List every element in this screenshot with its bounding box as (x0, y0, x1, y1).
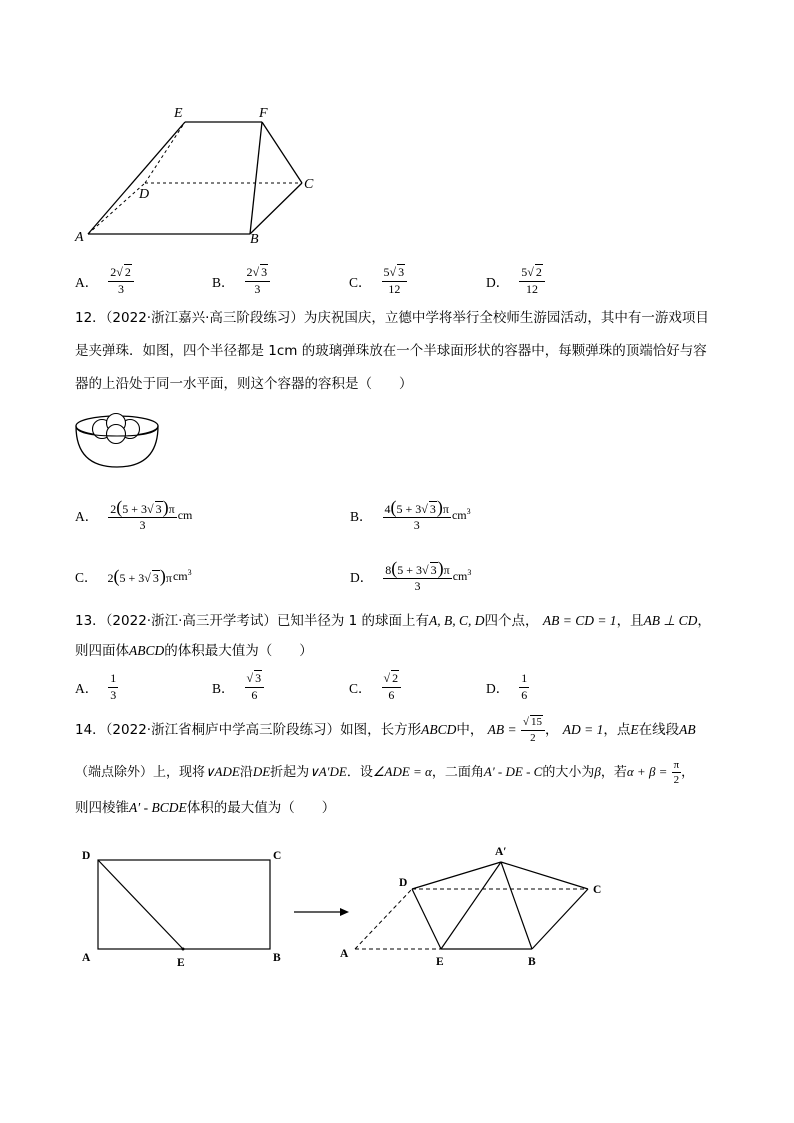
fraction: $\frac{5√ 2}{12}$ (519, 266, 545, 295)
q11-prism-figure (60, 95, 330, 255)
q12-option-c[interactable]: C． 2(5 + 3√ 3)π $cm^3$ (75, 565, 192, 586)
q14-stem-line-1: 14．（2022·浙江省桐庐中学高三阶段练习）如图，长方形ABCD中， AB = $\frac{√ 15}{2}$ ， AD = 1，点E在线段AB (75, 716, 696, 744)
rectangle-ABCD (98, 860, 270, 949)
edge-BC (250, 183, 302, 234)
edge-AD (88, 183, 145, 234)
q12-stem-line-2: 是夹弹珠．如图，四个半径都是 1cm 的玻璃弹珠放在一个半球面形状的容器中，每颗弹珠的顶端恰好与容 (75, 343, 707, 359)
fraction: $\frac{2(5 + 3√ 3)\pi}{3}$ (110, 496, 175, 532)
fraction: $\frac{√ 2}{6}$ (382, 672, 402, 701)
left-label-E: E (177, 957, 185, 969)
q14-stem-line-2: （端点除外）上，现将∨ADE沿DE折起为∨A′DE．设∠ADE = α，二面角A′ - DE - C的大小为β，若α + β = $\frac{\pi}{2}$ ， (75, 758, 695, 786)
edge-AE (88, 122, 185, 234)
edge-A-D-dashed (355, 889, 412, 949)
q12-option-d[interactable]: D． $\frac{8(5 + 3√ 3)\pi}{3}$ $cm^3$ (350, 557, 472, 593)
right-label-E: E (436, 956, 444, 968)
fraction: $\frac{4(5 + 3√ 3)\pi}{3}$ (384, 496, 449, 532)
edge-A1-C (501, 862, 588, 889)
label-B: B (250, 232, 259, 247)
q11-option-d[interactable]: D． $\frac{5√ 2}{12}$ (486, 266, 545, 295)
q12-option-a[interactable]: A． $\frac{2(5 + 3√ 3)\pi}{3}$ cm (75, 496, 193, 532)
fraction: $\frac{√ 3}{6}$ (245, 672, 265, 701)
left-label-B: B (273, 952, 281, 964)
fraction: $\frac{1}{6}$ (521, 671, 528, 702)
q13-option-d[interactable]: D． $\frac{1}{6}$ (486, 671, 528, 702)
q11-options (75, 264, 545, 298)
left-label-D: D (82, 850, 91, 862)
fraction: $\frac{2√ 3}{3}$ (245, 266, 271, 295)
label-E: E (174, 106, 183, 121)
fraction: $\frac{√ 15}{2}$ (521, 716, 545, 743)
left-label-C: C (273, 850, 282, 862)
edge-D-E (412, 889, 441, 949)
right-label-A: A (340, 948, 349, 960)
q14-stem-line-3: 则四棱锥A′ - BCDE体积的最大值为（ ） (75, 800, 336, 816)
q13-options (75, 670, 529, 704)
q13-stem-line-1: 13．（2022·浙江·高三开学考试）已知半径为 1 的球面上有A, B, C, D四个点， AB = CD = 1，且AB ⊥ CD， (75, 613, 711, 629)
edge-FC (262, 122, 302, 183)
q12-options-row-2 (75, 556, 471, 596)
q12-option-b[interactable]: B． $\frac{4(5 + 3√ 3)\pi}{3}$ $cm^3$ (350, 496, 471, 532)
edge-DE (145, 122, 185, 183)
edge-A1-D (412, 862, 501, 889)
edge-B-C (532, 889, 588, 949)
q12-options-row-1 (75, 495, 471, 535)
label-F: F (259, 106, 268, 121)
q12-bowl-figure (72, 412, 162, 472)
q13-stem-line-2: 则四面体ABCD的体积最大值为（ ） (75, 643, 313, 659)
q13-option-b[interactable]: B． $\frac{√ 3}{6}$ (212, 672, 349, 701)
fraction: $\frac{5√ 3}{12}$ (382, 266, 408, 295)
right-label-C: C (593, 884, 602, 896)
label-A: A (75, 230, 84, 245)
q11-option-a[interactable]: A． $\frac{2√ 2}{3}$ (75, 266, 212, 295)
label-C: C (304, 177, 314, 192)
q14-folding-figure (70, 838, 630, 973)
q11-option-c[interactable]: C． $\frac{5√ 3}{12}$ (349, 266, 486, 295)
q11-option-b[interactable]: B． $\frac{2√ 3}{3}$ (212, 266, 349, 295)
q12-stem-line-1: 12．（2022·浙江嘉兴·高三阶段练习）为庆祝国庆，立德中学将举行全校师生游园活动，其中有一游戏项目 (75, 310, 709, 326)
right-label-A1: A′ (495, 846, 507, 858)
label-D: D (139, 187, 150, 202)
edge-A1-B (501, 862, 532, 949)
edge-A1-E (441, 862, 501, 949)
fraction: $\frac{2√ 2}{3}$ (108, 266, 134, 295)
fraction: $\frac{\pi}{2}$ (673, 758, 680, 786)
marble (107, 425, 126, 444)
fraction: $\frac{1}{3}$ (110, 671, 117, 702)
left-label-A: A (82, 952, 91, 964)
q12-stem-line-3: 器的上沿处于同一水平面，则这个容器的容积是（ ） (75, 376, 413, 392)
q13-option-c[interactable]: C． $\frac{√ 2}{6}$ (349, 672, 486, 701)
q13-option-a[interactable]: A． $\frac{1}{3}$ (75, 671, 117, 702)
fraction: $\frac{8(5 + 3√ 3)\pi}{3}$ (385, 557, 450, 593)
right-label-B: B (528, 956, 536, 968)
edge-FB (250, 122, 262, 234)
right-label-D: D (399, 877, 408, 889)
segment-DE (98, 860, 183, 949)
